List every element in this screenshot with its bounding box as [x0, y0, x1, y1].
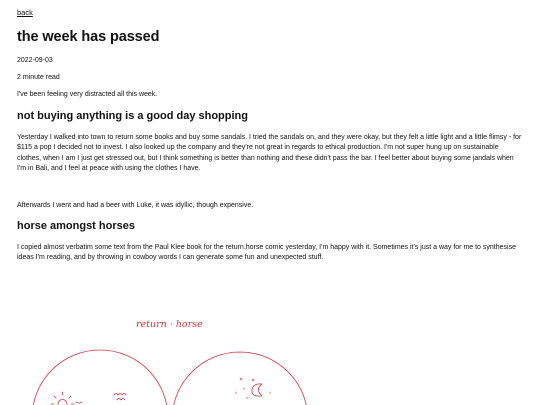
- section-heading-shopping: not buying anything is a good day shopping: [17, 110, 248, 122]
- section-paragraph: Afterwards I went and had a beer with Luke, it was idyllic, though expensive.: [17, 202, 254, 209]
- back-link[interactable]: back: [17, 8, 33, 17]
- section-heading-horses: horse amongst horses: [17, 220, 135, 232]
- left-panel-circle: [32, 350, 168, 405]
- right-panel-circle: [172, 352, 308, 405]
- wave-marks: [114, 394, 126, 401]
- comic-sketch-illustration: [0, 300, 540, 405]
- section-paragraph: Yesterday I walked into town to return some books and buy some sandals. I tried the sandals on, and they were okay, but they felt a little light and a little flimsy - for $115 a pop I decided not to invest. I also looked up the company and they're not great in regards to ethical production. I'm not super hung up on sustainable clothes, when I am I just get stressed out, but I think something is better than nothing and these didn't pass the bar. I feel better about buying some jandals when I'm in Bali, and I feel at peace with using the clothes I have.: [17, 134, 522, 173]
- post-date: 2022-09-03: [17, 57, 53, 64]
- read-time: 2 minute read: [17, 74, 60, 81]
- sun-icon: [51, 392, 74, 405]
- moon-icon: [252, 384, 262, 396]
- section-paragraph: I copied almost verbatim some text from the Paul Klee book for the return.horse comic yesterday, I'm happy with it. Sometimes it's just a way for me to synthesise ideas I'm reading, and by throwing in cowboy words I can generate some fun and unexpected stuff.: [17, 244, 516, 262]
- post-title: the week has passed: [17, 29, 160, 45]
- star-marks: [236, 378, 270, 399]
- intro-paragraph: I've been feeling very distracted all this week.: [17, 91, 158, 98]
- sketch-caption: return · horse: [136, 319, 203, 330]
